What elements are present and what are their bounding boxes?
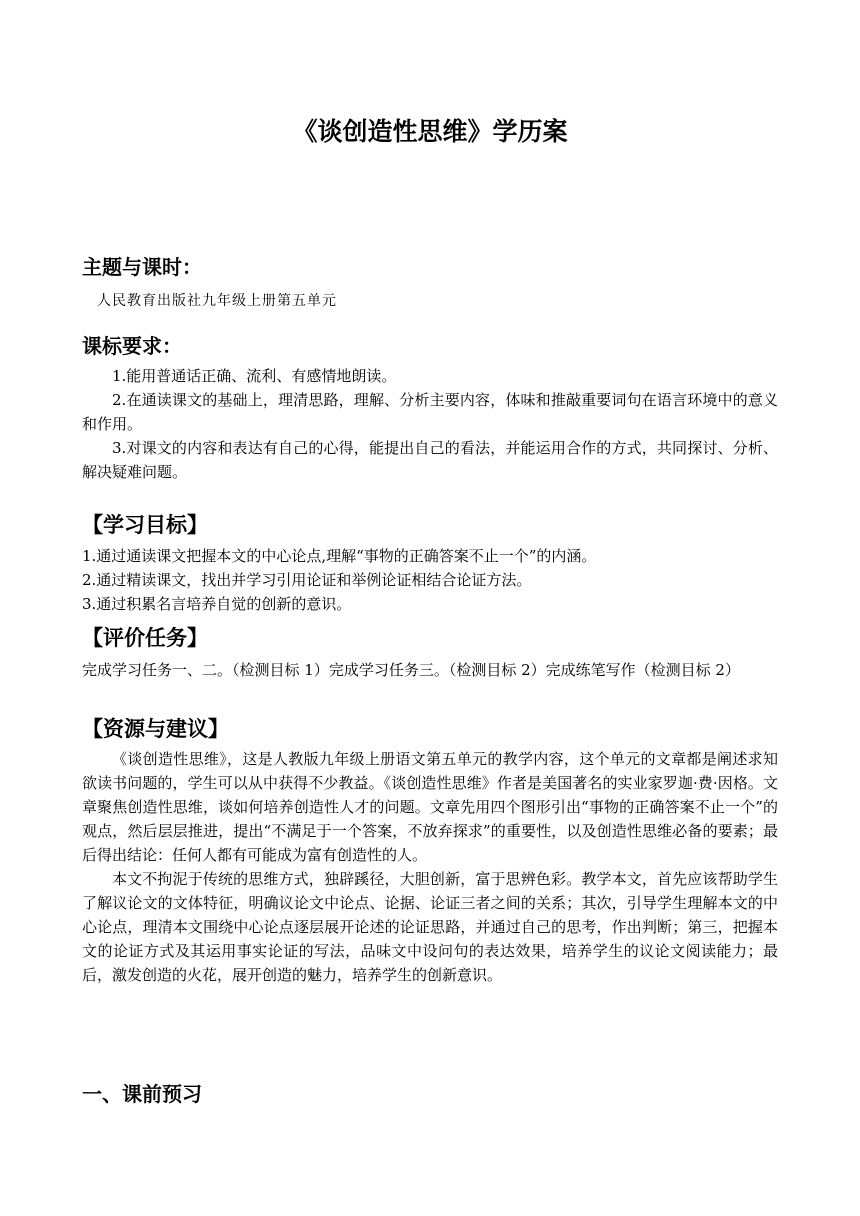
objective-item: 3.通过积累名言培养自觉的创新的意识。 <box>82 595 352 613</box>
standard-item: 2.在通读课文的基础上，理清思路，理解、分析主要内容，体味和推敲重要词句在语言环境中的意义和作用。 <box>82 391 778 433</box>
theme-text: 人民教育出版社九年级上册第五单元 <box>97 293 337 309</box>
resources-paragraph: 《谈创造性思维》，这是人教版九年级上册语文第五单元的教学内容，这个单元的文章都是阐述求知欲读书问题的，学生可以从中获得不少教益。《谈创造性思维》作者是美国著名的实业家罗迦·费·因格。文章聚焦创造性思维，谈如何培养创造性人才的问题。文章先用四个图形引出“事物的正确答案不止一个”的观点，然后层层推进，提出“不满足于一个答案，不放弃探求”的重要性，以及创造性思维必备的要素；最后得出结论：任何人都有可能成为富有创造性的人。 <box>82 750 778 864</box>
objective-item: 1.通过通读课文把握本文的中心论点,理解“事物的正确答案不止一个”的内涵。 <box>82 547 597 565</box>
theme-heading: 主题与课时： <box>82 255 202 279</box>
section-one-heading: 一、课前预习 <box>82 1082 202 1106</box>
objectives-list <box>82 544 778 616</box>
resources-paragraph: 本文不拘泥于传统的思维方式，独辟蹊径，大胆创新，富于思辨色彩。教学本文，首先应该帮助学生了解议论文的文体特征，明确议论文中论点、论据、论证三者之间的关系；其次，引导学生理解本文的中心论点，理清本文围绕中心论点逐层展开论述的论证思路，并通过自己的思考，作出判断；第三，把握本文的论证方式及其运用事实论证的写法，品味文中设问句的表达效果，培养学生的议论文阅读能力；最后，激发创造的火花，展开创造的魅力，培养学生的创新意识。 <box>82 870 778 984</box>
document-title: 《谈创造性思维》学历案 <box>292 117 568 146</box>
objectives-heading: 【学习目标】 <box>82 513 208 537</box>
evaluation-heading: 【评价任务】 <box>82 626 208 650</box>
evaluation-text: 完成学习任务一、二。（检测目标 1）完成学习任务三。（检测目标 2）完成练笔写作（检测目标 2） <box>82 661 740 679</box>
standard-item: 3.对课文的内容和表达有自己的心得，能提出自己的看法，并能运用合作的方式，共同探讨、分析、解决疑难问题。 <box>82 439 778 481</box>
objective-item: 2.通过精读课文，找出并学习引用论证和举例论证相结合论证方法。 <box>82 571 532 589</box>
resources-heading: 【资源与建议】 <box>82 717 229 741</box>
standards-list <box>82 364 778 484</box>
resources-body <box>82 747 778 987</box>
standards-heading: 课标要求： <box>82 334 182 358</box>
standard-item: 1.能用普通话正确、流利、有感情地朗读。 <box>112 367 397 385</box>
